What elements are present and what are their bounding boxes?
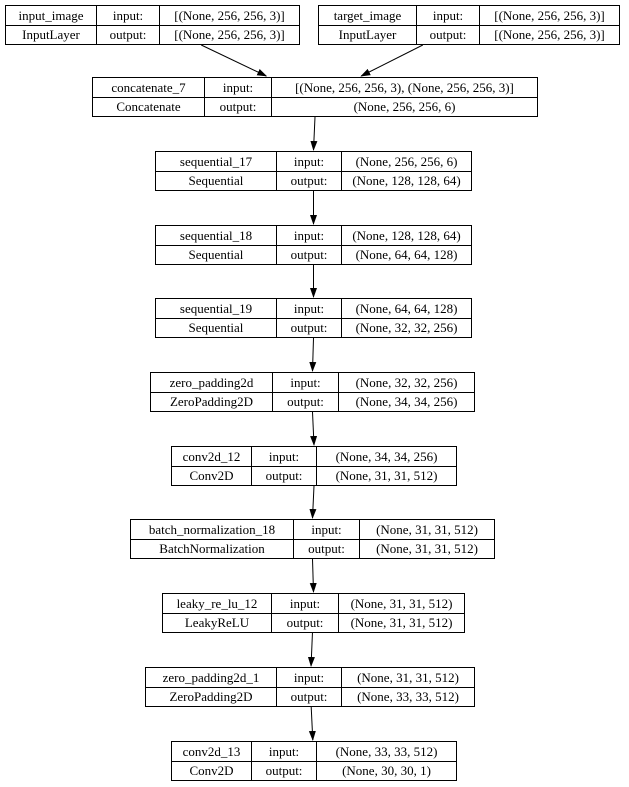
output-shape: (None, 31, 31, 512) (338, 613, 464, 632)
input-label: input: (272, 373, 338, 392)
output-label: output: (276, 687, 341, 706)
output-label: output: (276, 171, 341, 190)
node-conv2d_13 (171, 741, 457, 781)
input-shape: (None, 31, 31, 512) (359, 520, 494, 539)
input-label: input: (276, 226, 341, 245)
node-sequential_18 (155, 225, 472, 265)
output-label: output: (204, 97, 271, 116)
output-shape: (None, 33, 33, 512) (341, 687, 474, 706)
output-label: output: (271, 613, 338, 632)
input-label: input: (276, 668, 341, 687)
output-label: output: (276, 318, 341, 337)
input-label: input: (416, 6, 479, 25)
output-label: output: (272, 392, 338, 411)
input-label: input: (96, 6, 159, 25)
input-shape: [(None, 256, 256, 3)] (159, 6, 299, 25)
edge-arrow-sequential_19-to-zero_padding2d (313, 338, 314, 371)
edge-arrow-target_image-to-concatenate_7 (361, 45, 423, 76)
input-label: input: (251, 742, 316, 761)
input-shape: [(None, 256, 256, 3)] (479, 6, 619, 25)
input-shape: (None, 128, 128, 64) (341, 226, 471, 245)
input-shape: (None, 64, 64, 128) (341, 299, 471, 318)
output-label: output: (293, 539, 359, 558)
input-label: input: (271, 594, 338, 613)
input-shape: (None, 256, 256, 6) (341, 152, 471, 171)
output-shape: (None, 256, 256, 6) (271, 97, 537, 116)
output-shape: (None, 128, 128, 64) (341, 171, 471, 190)
node-batch_normalization_18 (130, 519, 495, 559)
output-shape: (None, 34, 34, 256) (338, 392, 474, 411)
edge-arrow-zero_padding2d-to-conv2d_12 (313, 412, 315, 445)
layer-class: Sequential (156, 245, 276, 264)
layer-class: BatchNormalization (131, 539, 293, 558)
input-label: input: (293, 520, 359, 539)
layer-class: Concatenate (93, 97, 204, 116)
layer-class: Conv2D (172, 761, 251, 780)
layer-name: conv2d_13 (182, 743, 241, 759)
input-label: input: (251, 447, 316, 466)
layer-name: sequential_18 (179, 227, 253, 243)
node-zero_padding2d_1 (145, 667, 475, 707)
output-label: output: (416, 25, 479, 44)
input-label: input: (276, 152, 341, 171)
layer-name: conv2d_12 (182, 448, 241, 464)
output-label: output: (96, 25, 159, 44)
output-shape: (None, 64, 64, 128) (341, 245, 471, 264)
node-target_image (318, 5, 620, 45)
node-zero_padding2d (150, 372, 475, 412)
layer-class: Conv2D (172, 466, 251, 485)
output-label: output: (251, 761, 316, 780)
input-shape: [(None, 256, 256, 3), (None, 256, 256, 3)] (271, 78, 537, 97)
node-sequential_17 (155, 151, 472, 191)
output-shape: (None, 31, 31, 512) (316, 466, 456, 485)
node-conv2d_12 (171, 446, 457, 486)
layer-class: Sequential (156, 171, 276, 190)
output-shape: (None, 30, 30, 1) (316, 761, 456, 780)
output-shape: [(None, 256, 256, 3)] (479, 25, 619, 44)
layer-name: sequential_19 (179, 300, 253, 316)
input-shape: (None, 32, 32, 256) (338, 373, 474, 392)
layer-name: input_image (18, 7, 84, 23)
input-shape: (None, 31, 31, 512) (341, 668, 474, 687)
edge-arrow-concatenate_7-to-sequential_17 (314, 117, 316, 150)
layer-class: ZeroPadding2D (151, 392, 272, 411)
edge-arrow-conv2d_12-to-batch_normalization_18 (313, 486, 315, 518)
input-label: input: (204, 78, 271, 97)
node-concatenate_7 (92, 77, 538, 117)
edge-arrow-batch_normalization_18-to-leaky_re_lu_12 (313, 559, 314, 592)
output-shape: (None, 32, 32, 256) (341, 318, 471, 337)
output-label: output: (251, 466, 316, 485)
node-input_image (5, 5, 300, 45)
output-shape: [(None, 256, 256, 3)] (159, 25, 299, 44)
edge-arrow-zero_padding2d_1-to-conv2d_13 (311, 707, 313, 740)
node-sequential_19 (155, 298, 472, 338)
layer-name: zero_padding2d (169, 374, 254, 390)
layer-name: target_image (333, 7, 402, 23)
layer-class: ZeroPadding2D (146, 687, 276, 706)
layer-name: leaky_re_lu_12 (176, 595, 258, 611)
layer-name: batch_normalization_18 (148, 521, 276, 537)
layer-name: concatenate_7 (111, 79, 186, 95)
layer-class: InputLayer (6, 25, 96, 44)
layer-class: Sequential (156, 318, 276, 337)
input-shape: (None, 31, 31, 512) (338, 594, 464, 613)
output-label: output: (276, 245, 341, 264)
node-leaky_re_lu_12 (162, 593, 465, 633)
layer-class: InputLayer (319, 25, 416, 44)
layer-name: zero_padding2d_1 (162, 669, 260, 685)
layer-name: sequential_17 (179, 153, 253, 169)
edge-arrow-leaky_re_lu_12-to-zero_padding2d_1 (311, 633, 312, 666)
layer-class: LeakyReLU (163, 613, 271, 632)
input-shape: (None, 33, 33, 512) (316, 742, 456, 761)
edge-arrow-input_image-to-concatenate_7 (201, 45, 266, 76)
output-shape: (None, 31, 31, 512) (359, 539, 494, 558)
input-label: input: (276, 299, 341, 318)
input-shape: (None, 34, 34, 256) (316, 447, 456, 466)
